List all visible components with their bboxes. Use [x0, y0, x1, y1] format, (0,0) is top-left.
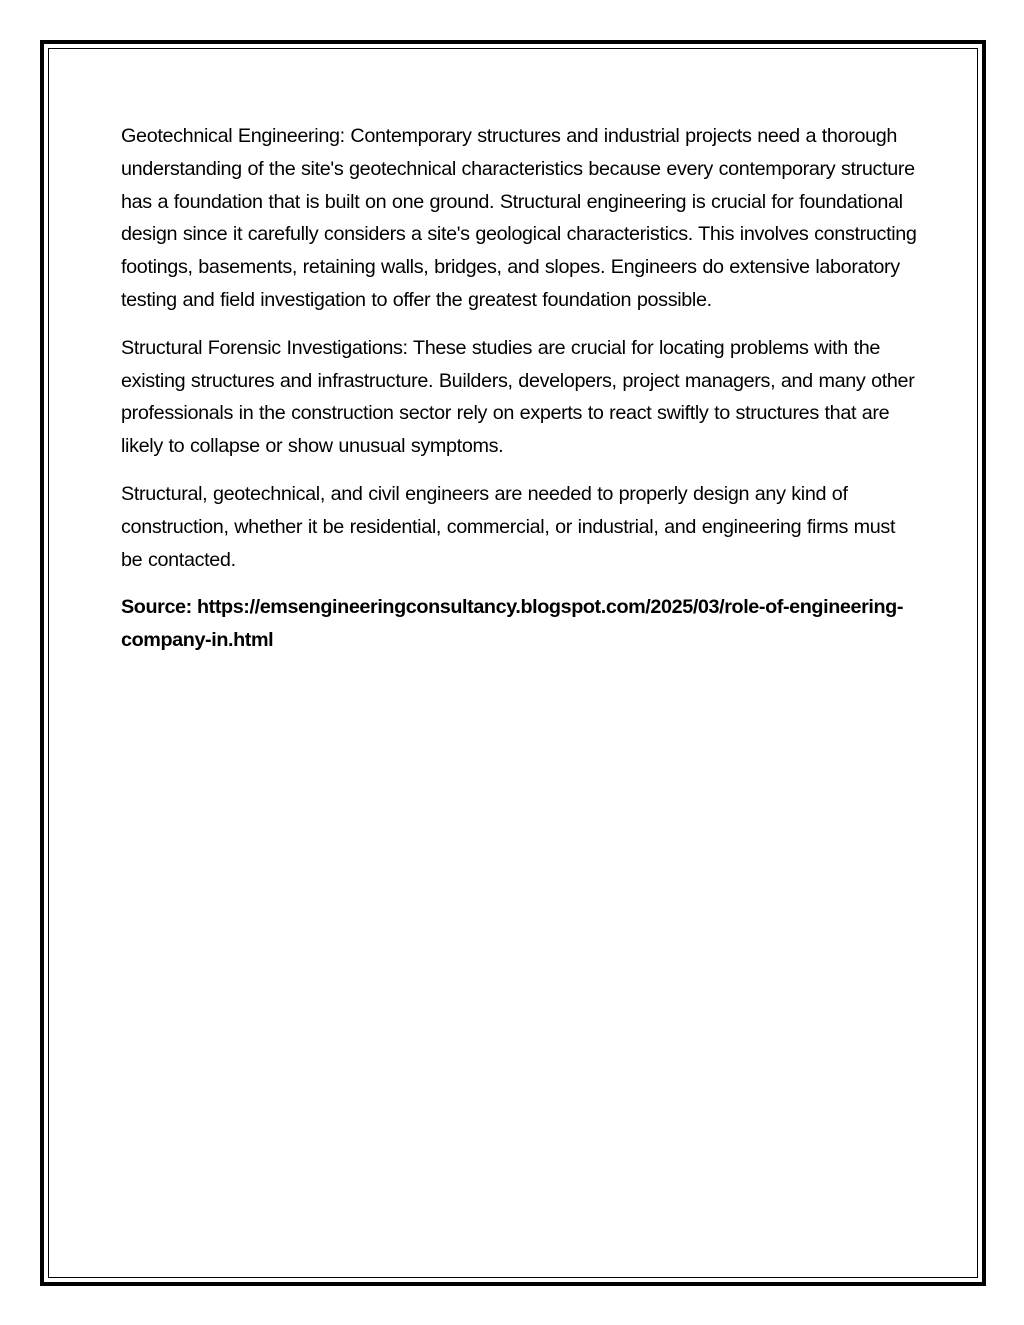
paragraph-structural-forensic-investigations: Structural Forensic Investigations: These studies are crucial for locating problems with the existing structures and infrastructure. Builders, developers, project managers, and many other professionals in the construction sector rely on experts to react swiftly to structures that are likely to collapse or show unusual symptoms. [121, 336, 915, 458]
paragraph-engineers-needed: Structural, geotechnical, and civil engineers are needed to properly design any kind of construction, whether it be residential, commercial, or industrial, and engineering firms must be contacted. [121, 482, 896, 571]
source-line [121, 591, 921, 657]
document-body [121, 120, 921, 657]
source-url: https://emsengineeringconsultancy.blogspot.com/2025/03/role-of-engineering-company-in.html [121, 596, 904, 652]
paragraph-geotechnical-engineering: Geotechnical Engineering: Contemporary structures and industrial projects need a thorough understanding of the site's geotechnical characteristics because every contemporary structure has a foundation that is built on one ground. Structural engineering is crucial for foundational design since it carefully considers a site's geological characteristics. This involves constructing footings, basements, retaining walls, bridges, and slopes. Engineers do extensive laboratory testing and field investigation to offer the greatest foundation possible. [121, 125, 917, 311]
source-label: Source: [121, 596, 192, 619]
